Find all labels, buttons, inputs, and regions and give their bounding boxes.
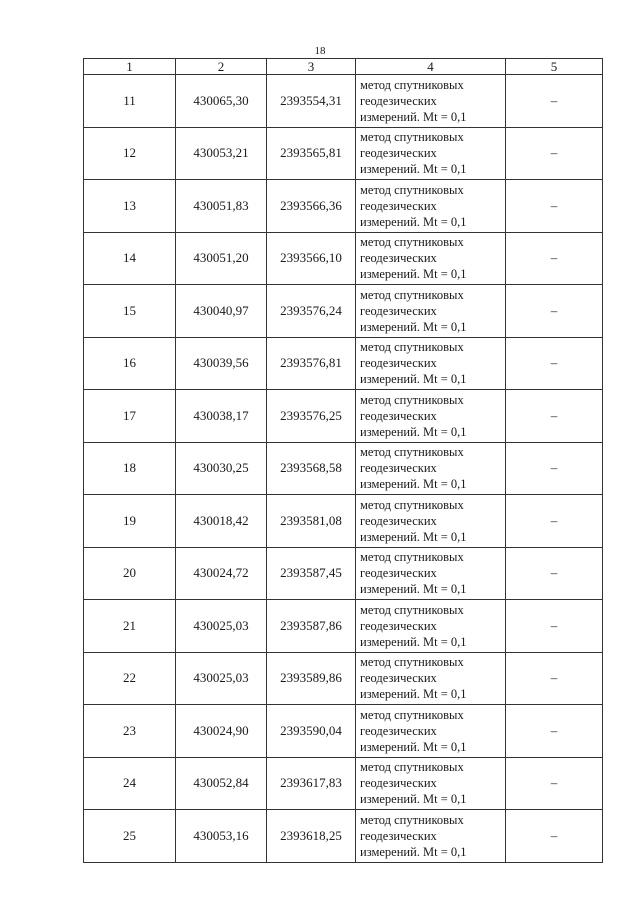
method-text-line: геодезических: [360, 776, 437, 791]
method-cell: [356, 75, 506, 128]
y-coordinate-cell: 2393554,31: [267, 75, 356, 128]
method-cell: [356, 127, 506, 180]
table-row: [84, 600, 603, 653]
method-text-line: измерений. Mt = 0,1: [360, 267, 467, 282]
method-cell: [356, 757, 506, 810]
method-cell: [356, 600, 506, 653]
method-text-line: метод спутниковых: [360, 602, 464, 617]
table-row: [84, 285, 603, 338]
method-text-line: измерений. Mt = 0,1: [360, 792, 467, 807]
method-text-line: метод спутниковых: [360, 340, 464, 355]
header-cell: 5: [506, 59, 603, 75]
method-text-line: измерений. Mt = 0,1: [360, 634, 467, 649]
x-coordinate-cell: 430038,17: [176, 390, 267, 443]
note-cell: –: [506, 285, 603, 338]
method-text-line: геодезических: [360, 566, 437, 581]
method-text-line: измерений. Mt = 0,1: [360, 844, 467, 859]
method-text-line: измерений. Mt = 0,1: [360, 372, 467, 387]
x-coordinate-cell: 430025,03: [176, 600, 267, 653]
x-coordinate-cell: 430039,56: [176, 337, 267, 390]
x-coordinate-cell: 430053,21: [176, 127, 267, 180]
method-text-line: измерений. Mt = 0,1: [360, 424, 467, 439]
table-row: [84, 810, 603, 863]
table-row: [84, 652, 603, 705]
table-row: [84, 180, 603, 233]
table-row: [84, 495, 603, 548]
note-cell: –: [506, 705, 603, 758]
method-text-line: метод спутниковых: [360, 497, 464, 512]
note-cell: –: [506, 652, 603, 705]
method-text-line: измерений. Mt = 0,1: [360, 109, 467, 124]
y-coordinate-cell: 2393576,24: [267, 285, 356, 338]
y-coordinate-cell: 2393581,08: [267, 495, 356, 548]
method-text-line: метод спутниковых: [360, 130, 464, 145]
table-row: [84, 547, 603, 600]
header-cell: 4: [356, 59, 506, 75]
note-cell: –: [506, 757, 603, 810]
x-coordinate-cell: 430051,83: [176, 180, 267, 233]
header-cell: 3: [267, 59, 356, 75]
x-coordinate-cell: 430053,16: [176, 810, 267, 863]
method-cell: [356, 442, 506, 495]
method-cell: [356, 495, 506, 548]
method-text-line: геодезических: [360, 513, 437, 528]
method-text-line: метод спутниковых: [360, 77, 464, 92]
point-number-cell: 20: [84, 547, 176, 600]
method-text-line: измерений. Mt = 0,1: [360, 319, 467, 334]
y-coordinate-cell: 2393590,04: [267, 705, 356, 758]
method-cell: [356, 180, 506, 233]
table-body: [84, 75, 603, 863]
method-text-line: метод спутниковых: [360, 707, 464, 722]
method-text-line: геодезических: [360, 146, 437, 161]
method-text-line: метод спутниковых: [360, 392, 464, 407]
method-text-line: геодезических: [360, 408, 437, 423]
point-number-cell: 22: [84, 652, 176, 705]
y-coordinate-cell: 2393618,25: [267, 810, 356, 863]
method-text-line: геодезических: [360, 461, 437, 476]
method-cell: [356, 810, 506, 863]
note-cell: –: [506, 127, 603, 180]
table-row: [84, 75, 603, 128]
table-row: [84, 127, 603, 180]
method-text-line: метод спутниковых: [360, 655, 464, 670]
method-text-line: метод спутниковых: [360, 760, 464, 775]
method-text-line: метод спутниковых: [360, 445, 464, 460]
point-number-cell: 16: [84, 337, 176, 390]
y-coordinate-cell: 2393568,58: [267, 442, 356, 495]
x-coordinate-cell: 430040,97: [176, 285, 267, 338]
header-cell: 1: [84, 59, 176, 75]
method-text-line: метод спутниковых: [360, 235, 464, 250]
method-text-line: геодезических: [360, 198, 437, 213]
x-coordinate-cell: 430018,42: [176, 495, 267, 548]
method-text-line: измерений. Mt = 0,1: [360, 687, 467, 702]
table-row: [84, 232, 603, 285]
header-row: [84, 59, 603, 75]
note-cell: –: [506, 600, 603, 653]
x-coordinate-cell: 430051,20: [176, 232, 267, 285]
page-number: 18: [314, 45, 326, 57]
y-coordinate-cell: 2393589,86: [267, 652, 356, 705]
method-text-line: измерений. Mt = 0,1: [360, 162, 467, 177]
y-coordinate-cell: 2393587,86: [267, 600, 356, 653]
method-text-line: геодезических: [360, 356, 437, 371]
method-text-line: геодезических: [360, 93, 437, 108]
method-text-line: измерений. Mt = 0,1: [360, 582, 467, 597]
method-text-line: измерений. Mt = 0,1: [360, 214, 467, 229]
method-cell: [356, 652, 506, 705]
method-text-line: метод спутниковых: [360, 287, 464, 302]
table-row: [84, 442, 603, 495]
y-coordinate-cell: 2393587,45: [267, 547, 356, 600]
method-cell: [356, 285, 506, 338]
table-row: [84, 337, 603, 390]
method-text-line: метод спутниковых: [360, 550, 464, 565]
table-row: [84, 705, 603, 758]
method-cell: [356, 705, 506, 758]
note-cell: –: [506, 337, 603, 390]
method-text-line: измерений. Mt = 0,1: [360, 529, 467, 544]
y-coordinate-cell: 2393565,81: [267, 127, 356, 180]
y-coordinate-cell: 2393617,83: [267, 757, 356, 810]
header-cell: 2: [176, 59, 267, 75]
x-coordinate-cell: 430024,90: [176, 705, 267, 758]
method-text-line: геодезических: [360, 828, 437, 843]
method-cell: [356, 547, 506, 600]
y-coordinate-cell: 2393566,36: [267, 180, 356, 233]
point-number-cell: 15: [84, 285, 176, 338]
x-coordinate-cell: 430052,84: [176, 757, 267, 810]
note-cell: –: [506, 75, 603, 128]
point-number-cell: 13: [84, 180, 176, 233]
method-text-line: измерений. Mt = 0,1: [360, 739, 467, 754]
point-number-cell: 11: [84, 75, 176, 128]
method-cell: [356, 232, 506, 285]
point-number-cell: 19: [84, 495, 176, 548]
note-cell: –: [506, 547, 603, 600]
table-row: [84, 757, 603, 810]
y-coordinate-cell: 2393576,81: [267, 337, 356, 390]
point-number-cell: 18: [84, 442, 176, 495]
note-cell: –: [506, 180, 603, 233]
y-coordinate-cell: 2393576,25: [267, 390, 356, 443]
method-text-line: геодезических: [360, 723, 437, 738]
method-text-line: измерений. Mt = 0,1: [360, 477, 467, 492]
y-coordinate-cell: 2393566,10: [267, 232, 356, 285]
method-text-line: геодезических: [360, 618, 437, 633]
point-number-cell: 14: [84, 232, 176, 285]
note-cell: –: [506, 810, 603, 863]
point-number-cell: 25: [84, 810, 176, 863]
point-number-cell: 12: [84, 127, 176, 180]
method-cell: [356, 390, 506, 443]
x-coordinate-cell: 430024,72: [176, 547, 267, 600]
x-coordinate-cell: 430065,30: [176, 75, 267, 128]
point-number-cell: 24: [84, 757, 176, 810]
x-coordinate-cell: 430030,25: [176, 442, 267, 495]
point-number-cell: 21: [84, 600, 176, 653]
method-text-line: метод спутниковых: [360, 182, 464, 197]
method-text-line: геодезических: [360, 671, 437, 686]
method-text-line: геодезических: [360, 251, 437, 266]
note-cell: –: [506, 495, 603, 548]
method-cell: [356, 337, 506, 390]
point-number-cell: 23: [84, 705, 176, 758]
method-text-line: метод спутниковых: [360, 812, 464, 827]
method-text-line: геодезических: [360, 303, 437, 318]
x-coordinate-cell: 430025,03: [176, 652, 267, 705]
note-cell: –: [506, 442, 603, 495]
table-row: [84, 390, 603, 443]
note-cell: –: [506, 390, 603, 443]
coordinates-table: [83, 58, 603, 863]
note-cell: –: [506, 232, 603, 285]
point-number-cell: 17: [84, 390, 176, 443]
